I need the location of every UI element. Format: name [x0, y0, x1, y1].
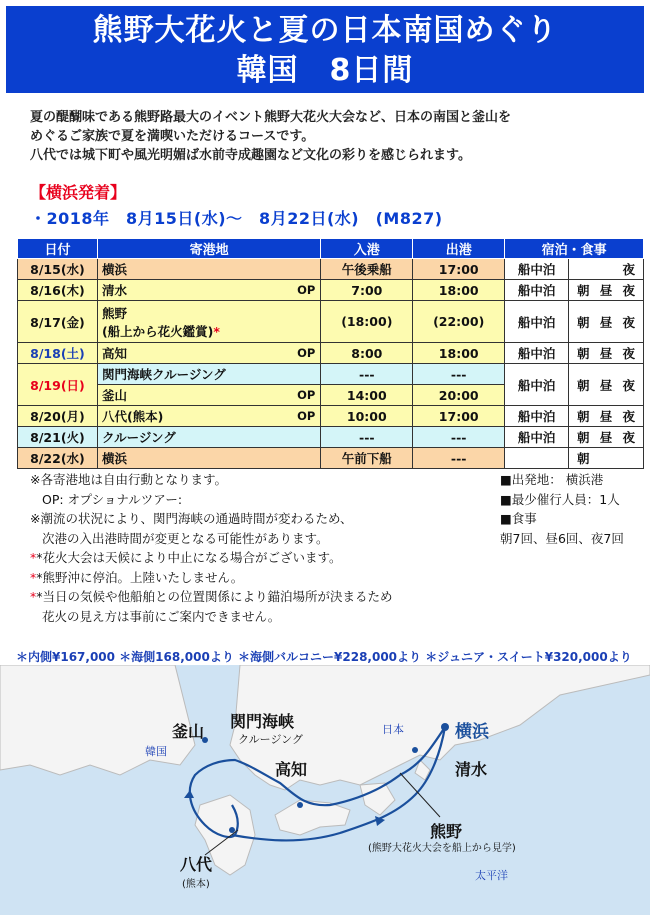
table-row	[18, 406, 644, 427]
port-name: 熊野	[101, 305, 127, 321]
meal-dinner: 夜	[622, 283, 635, 298]
arrival-cell: (18:00)	[321, 301, 413, 343]
table-row	[18, 259, 644, 280]
op-badge: OP	[297, 388, 316, 402]
meal-breakfast: 朝	[577, 409, 590, 424]
port-cell	[97, 301, 320, 343]
port-name: 清水	[101, 283, 127, 298]
meal-cell	[569, 364, 644, 406]
arrival-cell: 午前下船	[321, 448, 413, 469]
op-badge: OP	[297, 346, 316, 360]
meal-breakfast: 朝	[577, 314, 590, 330]
note-line: 花火の見え方は事前にご案内できません。	[42, 608, 281, 624]
port-cell	[97, 448, 320, 469]
stay-cell: 船中泊	[505, 343, 569, 364]
title-line-2: 韓国 8日間	[236, 53, 414, 88]
meal-breakfast: 朝	[577, 346, 590, 361]
meal-lunch: 昼	[599, 377, 613, 393]
label-taiheiyo: 太平洋	[475, 869, 508, 882]
info-meals-title: ■食事	[500, 511, 537, 526]
notes-block	[30, 470, 500, 626]
meal-lunch: 昼	[599, 346, 613, 361]
note-line-fireworks: **花火大会は天候により中止になる場合がございます。	[30, 550, 342, 565]
table-row	[18, 427, 644, 448]
port-cell	[97, 427, 320, 448]
meal-breakfast: 朝	[577, 451, 590, 466]
meal-dinner: 夜	[622, 346, 635, 361]
intro-line: 夏の醍醐味である熊野路最大のイベント熊野大花火大会など、日本の南国と釜山を	[30, 110, 512, 125]
note-line: ※各寄港地は自由行動となります。	[30, 472, 227, 487]
port-cell	[97, 364, 320, 385]
label-kumamoto: (熊本)	[182, 879, 210, 890]
label-kochi: 高知	[275, 760, 308, 779]
note-line-anchor: **熊野沖に停泊。上陸いたしません。	[30, 569, 244, 585]
yatsushiro-dot	[229, 827, 235, 833]
date-cell: 8/20(月)	[18, 406, 98, 427]
departure-cell: (22:00)	[413, 301, 505, 343]
shimizu-dot	[412, 747, 418, 753]
port-cell	[97, 280, 320, 301]
date-cell: 8/18(土)	[18, 343, 98, 364]
info-meals-count: 朝7回、昼6回、夜7回	[500, 530, 624, 546]
port-cell	[97, 259, 320, 280]
col-arrival-header: 入港	[321, 239, 413, 259]
label-shimizu: 清水	[455, 760, 488, 779]
meal-lunch: 昼	[599, 430, 613, 445]
korea-landmass	[0, 665, 195, 775]
date-cell: 8/17(金)	[18, 301, 98, 343]
route-map	[0, 665, 650, 915]
meal-dinner: 夜	[622, 314, 635, 330]
meal-lunch: 昼	[599, 314, 613, 330]
label-yatsushiro: 八代	[180, 855, 213, 874]
price-line: ＊内側¥167,000 ＊海側168,000より ＊海側バルコニー¥228,000より ＊ジュニア・スイート¥320,000より	[16, 650, 632, 664]
meal-cell	[569, 259, 644, 280]
meal-cell	[569, 343, 644, 364]
note-text: *熊野沖に停泊。上陸いたしません。	[36, 569, 244, 585]
departure-dates: ・2018年 8月15日(水)～ 8月22日(水) (M827)	[30, 209, 443, 228]
departure-label: 【横浜発着】	[30, 183, 127, 202]
date-cell: 8/16(木)	[18, 280, 98, 301]
stay-cell: 船中泊	[505, 364, 569, 406]
label-busan: 釜山	[172, 722, 205, 741]
port-name: 関門海峡クルージング	[101, 367, 226, 382]
table-row	[18, 448, 644, 469]
note-line-weather: **当日の気候や他船舶との位置関係により錨泊場所が決まるため	[30, 589, 393, 604]
stay-cell: 船中泊	[505, 259, 569, 280]
op-badge: OP	[297, 283, 316, 297]
asterisk-mark: *	[213, 323, 220, 339]
port-name: クルージング	[101, 430, 176, 445]
port-cell	[97, 343, 320, 364]
meal-dinner: 夜	[622, 262, 635, 277]
departure-cell: 18:00	[413, 343, 505, 364]
note-text: *当日の気候や他船舶との位置関係により錨泊場所が決まるため	[36, 589, 393, 604]
departure-cell: 17:00	[413, 259, 505, 280]
title-banner	[6, 6, 644, 93]
yokohama-star	[441, 723, 449, 731]
arrival-cell: 14:00	[321, 385, 413, 406]
arrival-cell: 7:00	[321, 280, 413, 301]
date-cell: 8/15(水)	[18, 259, 98, 280]
arrival-cell: 午後乗船	[321, 259, 413, 280]
meal-cell	[569, 280, 644, 301]
note-line: ※潮流の状況により、関門海峡の通過時間が変わるため、	[30, 511, 353, 526]
departure-cell: ---	[413, 427, 505, 448]
date-cell: 8/22(水)	[18, 448, 98, 469]
departure-cell: 18:00	[413, 280, 505, 301]
itinerary-table	[17, 238, 644, 469]
label-nihon: 日本	[382, 723, 404, 736]
port-name: 八代(熊本)	[101, 409, 164, 424]
table-header-row	[18, 239, 644, 259]
info-block	[500, 470, 650, 548]
stay-cell	[505, 448, 569, 469]
port-cell	[97, 385, 320, 406]
intro-line: めぐるご家族で夏を満喫いただけるコースです。	[30, 129, 315, 144]
label-kumano-sub: (熊野大花火大会を船上から見学)	[368, 843, 516, 854]
port-cell	[97, 406, 320, 427]
departure-cell: 20:00	[413, 385, 505, 406]
label-kanmon-sub: クルージング	[238, 733, 303, 746]
meal-dinner: 夜	[622, 377, 635, 393]
title-line-1: 熊野大花火と夏の日本南国めぐり	[92, 13, 558, 48]
intro-text	[30, 108, 630, 165]
meal-cell	[569, 427, 644, 448]
arrival-cell: 10:00	[321, 406, 413, 427]
col-date-header: 日付	[18, 239, 98, 259]
kochi-dot	[297, 802, 303, 808]
arrival-cell: ---	[321, 364, 413, 385]
route-map-svg	[0, 665, 650, 915]
table-row	[18, 301, 644, 343]
departure-cell: ---	[413, 364, 505, 385]
col-port-header: 寄港地	[97, 239, 320, 259]
meal-lunch: 昼	[599, 409, 613, 424]
port-name: 高知	[101, 346, 127, 361]
col-departure-header: 出港	[413, 239, 505, 259]
meal-dinner: 夜	[622, 430, 635, 445]
table-row	[18, 343, 644, 364]
meal-cell	[569, 406, 644, 427]
info-departure: ■出発地： 横浜港	[500, 472, 604, 487]
port-name: 釜山	[101, 388, 127, 403]
port-name: 横浜	[101, 451, 127, 466]
port-name: 横浜	[101, 262, 127, 277]
info-min-people: ■最少催行人員：1人	[500, 491, 620, 507]
meal-lunch: 昼	[599, 283, 613, 298]
op-badge: OP	[297, 409, 316, 423]
label-kumano: 熊野	[430, 822, 463, 841]
note-text: *花火大会は天候により中止になる場合がございます。	[36, 550, 342, 565]
table-row	[18, 280, 644, 301]
port-subtitle: (船上から花火鑑賞)	[101, 323, 214, 339]
departure-cell: ---	[413, 448, 505, 469]
note-line: 次港の入出港時間が変更となる可能性があります。	[42, 530, 329, 546]
meal-breakfast: 朝	[577, 430, 590, 445]
intro-line: 八代では城下町や風光明媚ば水前寺成趣園など文化の彩りを感じられます。	[30, 148, 471, 163]
col-stay-meal-header: 宿泊・食事	[505, 239, 644, 259]
date-cell: 8/19(日)	[18, 364, 98, 406]
arrival-cell: ---	[321, 427, 413, 448]
arrival-cell: 8:00	[321, 343, 413, 364]
note-line: OP: オプショナルツアー:	[42, 491, 183, 507]
meal-breakfast: 朝	[577, 283, 590, 298]
meal-dinner: 夜	[622, 409, 635, 424]
stay-cell: 船中泊	[505, 280, 569, 301]
departure-cell: 17:00	[413, 406, 505, 427]
meal-cell	[569, 448, 644, 469]
stay-cell: 船中泊	[505, 301, 569, 343]
table-row	[18, 364, 644, 385]
label-kankoku: 韓国	[145, 745, 167, 758]
meal-cell	[569, 301, 644, 343]
stay-cell: 船中泊	[505, 406, 569, 427]
label-kanmon: 関門海峡	[230, 712, 295, 731]
label-yokohama: 横浜	[455, 722, 489, 742]
date-cell: 8/21(火)	[18, 427, 98, 448]
stay-cell: 船中泊	[505, 427, 569, 448]
meal-breakfast: 朝	[577, 377, 590, 393]
